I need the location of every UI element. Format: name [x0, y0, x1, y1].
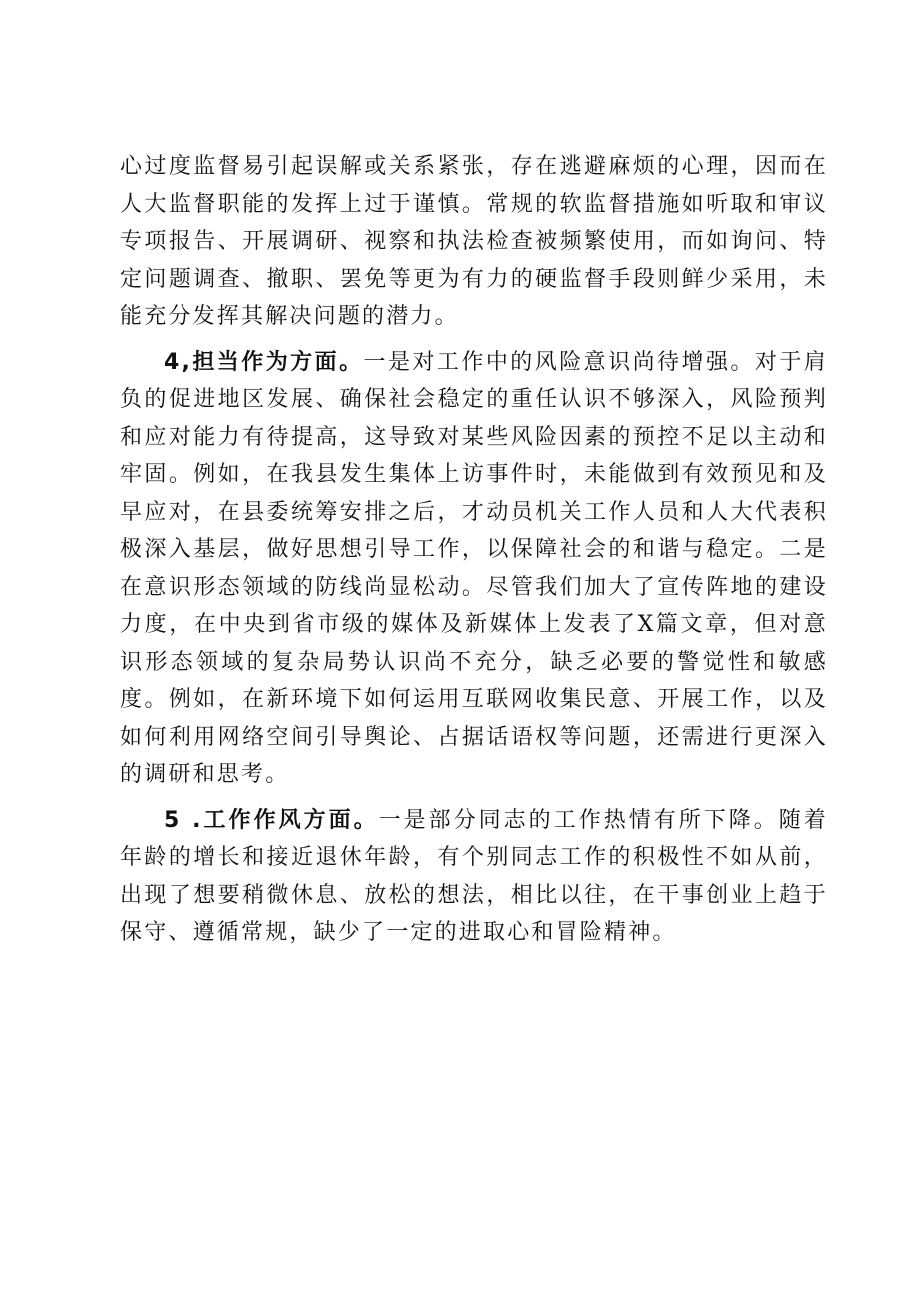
- section-heading-responsibility: 4,担当作为方面。: [164, 349, 364, 375]
- paragraph-work-style: [120, 802, 828, 952]
- section-heading-work-style: 5 .工作作风方面。: [164, 807, 379, 833]
- paragraph-text: 一是对工作中的风险意识尚待增强。对于肩负的促进地区发展、确保社会稳定的重任认识不够深入，风险预判和应对能力有待提高，这导致对某些风险因素的预控不足以主动和牢固。例如，在我县发生集体上访事件时，未能做到有效预见和及早应对，在县委统筹安排之后，才动员机关工作人员和人大代表积极深入基层，做好思想引导工作，以保障社会的和谐与稳定。二是在意识形态领域的防线尚显松动。尽管我们加大了宣传阵地的建设力度，在中央到省市级的媒体及新媒体上发表了X篇文章，但对意识形态领域的复杂局势认识尚不充分，缺乏必要的警觉性和敏感度。例如，在新环境下如何运用互联网收集民意、开展工作，以及如何利用网络空间引导舆论、占据话语权等问题，还需进行更深入的调研和思考。: [120, 349, 828, 787]
- paragraph-responsibility: [120, 344, 828, 794]
- document-body: [120, 148, 828, 952]
- paragraph-text: 一是部分同志的工作热情有所下降。随着年龄的增长和接近退休年龄，有个别同志工作的积极性不如从前，出现了想要稍微休息、放松的想法，相比以往，在干事创业上趋于保守、遵循常规，缺少了一定的进取心和冒险精神。: [120, 807, 828, 945]
- paragraph-supervision-continued: [120, 148, 828, 336]
- paragraph-text: 心过度监督易引起误解或关系紧张，存在逃避麻烦的心理，因而在人大监督职能的发挥上过于谨慎。常规的软监督措施如听取和审议专项报告、开展调研、视察和执法检查被频繁使用，而如询问、特定问题调查、撤职、罢免等更为有力的硬监督手段则鲜少采用，未能充分发挥其解决问题的潜力。: [120, 154, 828, 329]
